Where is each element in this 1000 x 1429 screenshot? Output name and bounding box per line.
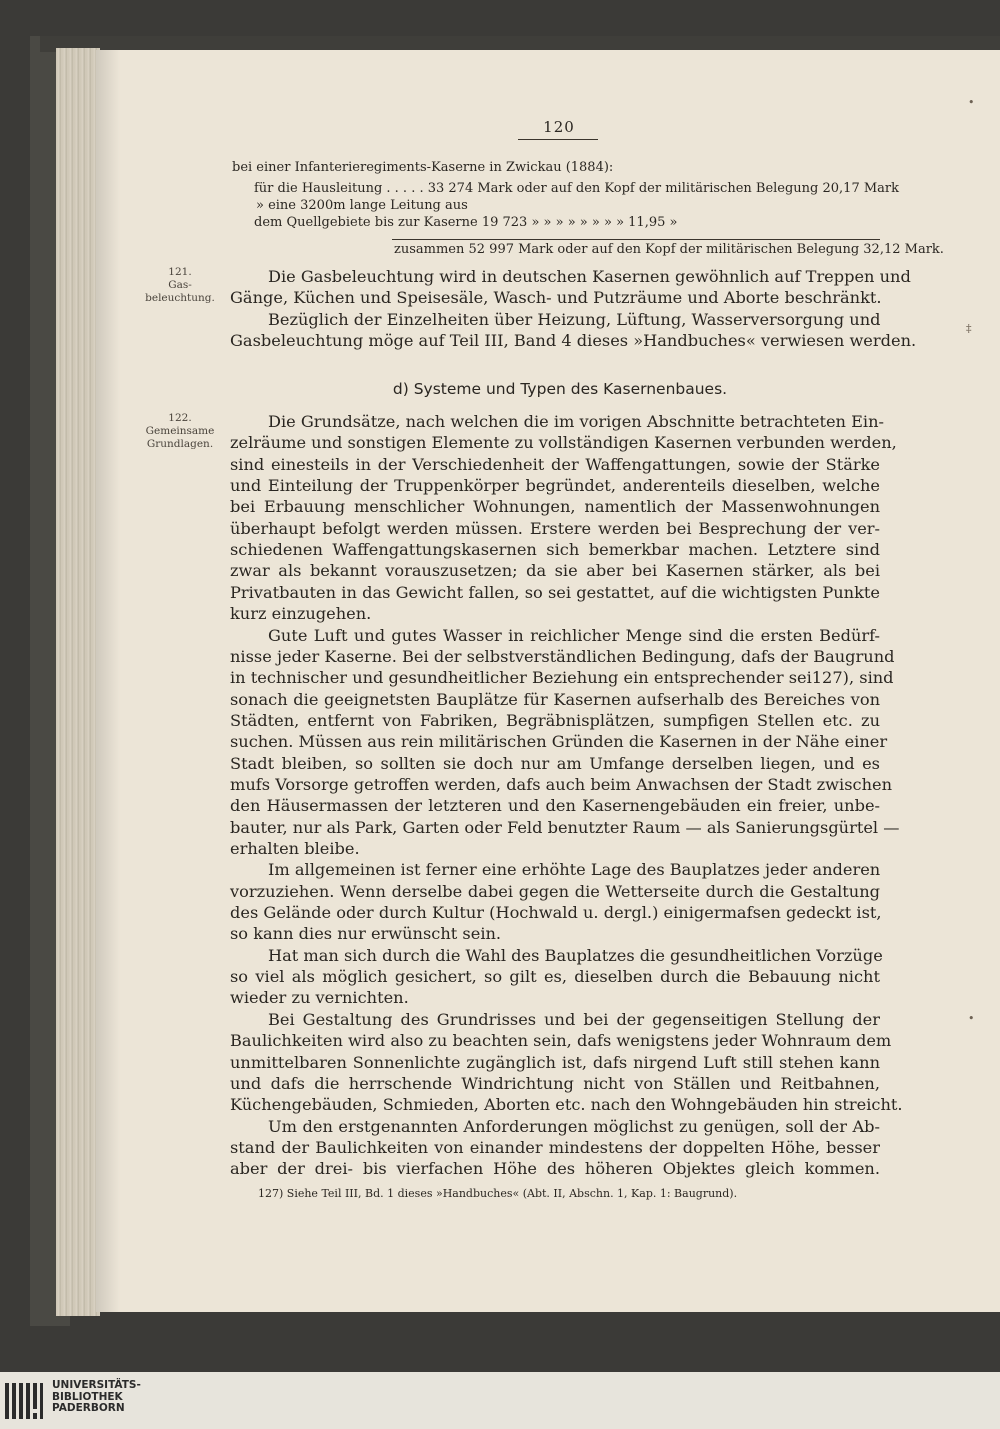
text-line: zwar als bekannt vorauszusetzen; da sie aber bei Kasernen stärker, als bei: [230, 561, 880, 580]
text-line: in technischer und gesundheitlicher Beziehung ein entsprechender sei127), sind: [230, 668, 894, 687]
text-line: mufs Vorsorge getroffen werden, dafs auch beim Anwachsen der Stadt zwischen: [230, 775, 893, 794]
text-line: vorzuziehen. Wenn derselbe dabei gegen die Wetterseite durch die Gestaltung: [230, 882, 880, 901]
text-line: des Gelände oder durch Kultur (Hochwald u. dergl.) einigermafsen gedeckt ist,: [230, 903, 882, 922]
text-line: Stadt bleiben, so sollten sie doch nur am Umfange derselben liegen, und es: [230, 754, 880, 773]
text-line: und dafs die herrschende Windrichtung nicht von Ställen und Reitbahnen,: [230, 1074, 880, 1093]
text-line: suchen. Müssen aus rein militärischen Gründen die Kasernen in der Nähe einer: [230, 732, 888, 751]
text-line: zelräume und sonstigen Elemente zu vollständigen Kasernen verbunden werden,: [230, 433, 897, 452]
text-line: Gänge, Küchen und Speisesäle, Wasch- und Putzräume und Aborte beschränkt.: [230, 288, 882, 307]
sidenote-number: 122.: [168, 412, 192, 424]
text-line: Baulichkeiten wird also zu beachten sein, dafs wenigstens jeder Wohnraum dem: [230, 1031, 892, 1050]
sidenote-line: Gas-: [168, 279, 192, 291]
library-logo-text: UNIVERSITÄTS- BIBLIOTHEK PADERBORN: [52, 1379, 141, 1414]
text-line: Gute Luft und gutes Wasser in reichlicher Menge sind die ersten Bedürf-: [268, 626, 880, 645]
page-number-rule: [518, 139, 598, 140]
section-heading: d) Systeme und Typen des Kasernenbaues.: [392, 380, 728, 398]
sidenote-122: [130, 412, 230, 451]
text-line: Küchengebäuden, Schmieden, Aborten etc. nach den Wohngebäuden hin streicht.: [230, 1095, 903, 1114]
text-line: Hat man sich durch die Wahl des Bauplatzes die gesundheitlichen Vorzüge: [268, 946, 883, 965]
table-row-quellgebiete: dem Quellgebiete bis zur Kaserne 19 723 » » » » » » » » 11,95 »: [254, 215, 678, 230]
table-intro: bei einer Infanterieregiments-Kaserne in Zwickau (1884):: [232, 160, 614, 175]
text-line: Um den erstgenannten Anforderungen möglichst zu genügen, soll der Ab-: [268, 1117, 880, 1136]
text-line: und Einteilung der Truppenkörper begründet, anderenteils dieselben, welche: [230, 476, 880, 495]
text-line: Gasbeleuchtung möge auf Teil III, Band 4 dieses »Handbuches« verwiesen werden.: [230, 331, 917, 350]
page-gutter-shadow: [96, 50, 120, 1312]
sidenote-121: [130, 266, 230, 305]
sidenote-line: Gemeinsame: [145, 425, 215, 437]
sidenote-line: beleuchtung.: [145, 292, 215, 304]
text-line: unmittelbaren Sonnenlichte zugänglich ist, dafs nirgend Luft still stehen kann: [230, 1053, 880, 1072]
text-line: nisse jeder Kaserne. Bei der selbstverständlichen Bedingung, dafs der Baugrund: [230, 647, 895, 666]
text-line: Privatbauten in das Gewicht fallen, so sei gestattet, auf die wichtigsten Punkte: [230, 583, 880, 602]
text-line: sind einesteils in der Verschiedenheit der Waffengattungen, sowie der Stärke: [230, 455, 880, 474]
sidenote-line: Grundlagen.: [146, 438, 214, 450]
page-edges: [56, 48, 100, 1316]
text-line: Städten, entfernt von Fabriken, Begräbnisplätzen, sumpfigen Stellen etc. zu: [230, 711, 880, 730]
pencil-mark: •: [968, 1012, 975, 1025]
text-line: kurz einzugehen.: [230, 604, 372, 623]
text-line: Im allgemeinen ist ferner eine erhöhte Lage des Bauplatzes jeder anderen: [268, 860, 881, 879]
library-logo-icon: [4, 1381, 44, 1423]
footer-bar: [0, 1372, 1000, 1429]
pencil-mark: •: [968, 96, 975, 109]
sidenote-number: 121.: [168, 266, 192, 278]
text-line: Die Grundsätze, nach welchen die im vorigen Abschnitte betrachteten Ein-: [268, 412, 884, 431]
text-line: sonach die geeignetsten Bauplätze für Kasernen aufserhalb des Bereiches von: [230, 690, 880, 709]
text-line: überhaupt befolgt werden müssen. Erstere werden bei Besprechung der ver-: [230, 519, 880, 538]
table-row-leitung: » eine 3200m lange Leitung aus: [256, 198, 468, 213]
table-row-hausleitung: für die Hausleitung . . . . . 33 274 Mark oder auf den Kopf der militärischen Belegung 20,17 Mark: [254, 181, 900, 196]
text-line: den Häusermassen der letzteren und den Kasernengebäuden ein freier, unbe-: [230, 796, 880, 815]
footnote: 127) Siehe Teil III, Bd. 1 dieses »Handbuches« (Abt. II, Abschn. 1, Kap. 1: Baugrund).: [258, 1187, 738, 1200]
text-line: so kann dies nur erwünscht sein.: [230, 924, 502, 943]
text-line: stand der Baulichkeiten von einander mindestens der doppelten Höhe, besser: [230, 1138, 880, 1157]
table-total: zusammen 52 997 Mark oder auf den Kopf der militärischen Belegung 32,12 Mark.: [394, 242, 944, 257]
text-line: Bezüglich der Einzelheiten über Heizung, Lüftung, Wasserversorgung und: [268, 310, 881, 329]
pencil-mark: ‡: [966, 322, 972, 335]
text-line: Die Gasbeleuchtung wird in deutschen Kasernen gewöhnlich auf Treppen und: [268, 267, 911, 286]
text-line: bei Erbauung menschlicher Wohnungen, namentlich der Massenwohnungen: [230, 497, 880, 516]
text-line: Bei Gestaltung des Grundrisses und bei der gegenseitigen Stellung der: [268, 1010, 880, 1029]
text-line: so viel als möglich gesichert, so gilt es, dieselben durch die Bebauung nicht: [230, 967, 880, 986]
text-line: erhalten bleibe.: [230, 839, 360, 858]
text-line: aber der drei- bis vierfachen Höhe des höheren Objektes gleich kommen.: [230, 1159, 880, 1178]
text-line: wieder zu vernichten.: [230, 988, 409, 1007]
table-sum-rule: [392, 239, 880, 240]
text-line: schiedenen Waffengattungskasernen sich bemerkbar machen. Letztere sind: [230, 540, 880, 559]
page-number: 120: [543, 118, 575, 136]
text-line: bauter, nur als Park, Garten oder Feld benutzter Raum — als Sanierungsgürtel —: [230, 818, 900, 837]
